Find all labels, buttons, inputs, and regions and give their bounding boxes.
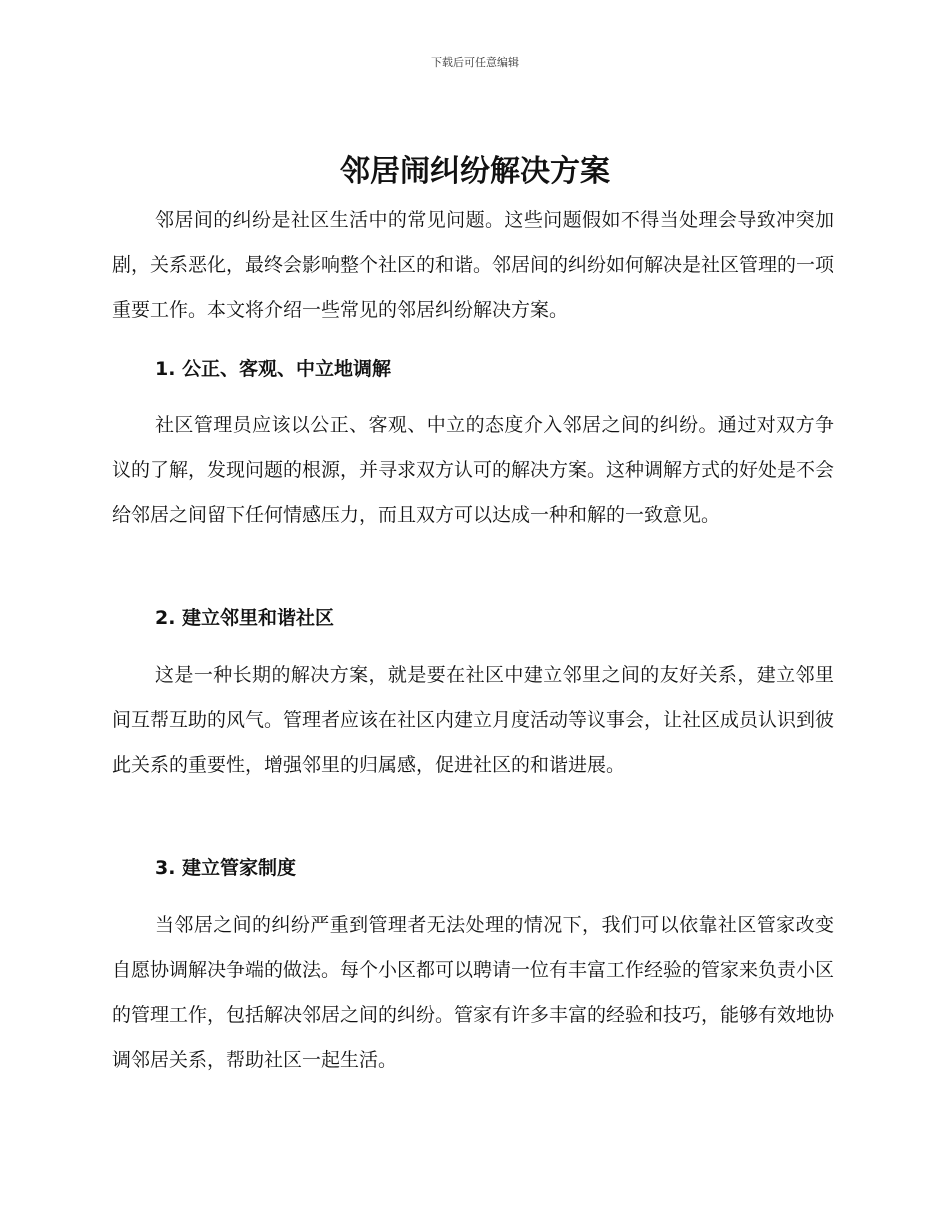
page-header: 下载后可任意编辑 — [431, 56, 519, 69]
section-body-1: 社区管理员应该以公正、客观、中立的态度介入邻居之间的纠纷。通过对双方争议的了解，发现问题的根源，并寻求双方认可的解决方案。这种调解方式的好处是不会给邻居之间留下任何情感压力，而且双方可以达成一种和解的一致意见。 — [112, 414, 835, 526]
section-heading-3: 3. 建立管家制度 — [155, 857, 297, 879]
section-heading-2: 2. 建立邻里和谐社区 — [155, 607, 335, 629]
document-title: 邻居闹纠纷解决方案 — [340, 154, 610, 189]
intro-paragraph: 邻居间的纠纷是社区生活中的常见问题。这些问题假如不得当处理会导致冲突加剧，关系恶化，最终会影响整个社区的和谐。邻居间的纠纷如何解决是社区管理的一项重要工作。本文将介绍一些常见的邻居纠纷解决方案。 — [112, 209, 835, 321]
section-body-2: 这是一种长期的解决方案，就是要在社区中建立邻里之间的友好关系，建立邻里间互帮互助的风气。管理者应该在社区内建立月度活动等议事会，让社区成员认识到彼此关系的重要性，增强邻里的归属感，促进社区的和谐进展。 — [112, 664, 835, 776]
section-body-3: 当邻居之间的纠纷严重到管理者无法处理的情况下，我们可以依靠社区管家改变自愿协调解决争端的做法。每个小区都可以聘请一位有丰富工作经验的管家来负责小区的管理工作，包括解决邻居之间的纠纷。管家有许多丰富的经验和技巧，能够有效地协调邻居关系，帮助社区一起生活。 — [112, 914, 835, 1071]
section-heading-1: 1. 公正、客观、中立地调解 — [155, 358, 392, 380]
